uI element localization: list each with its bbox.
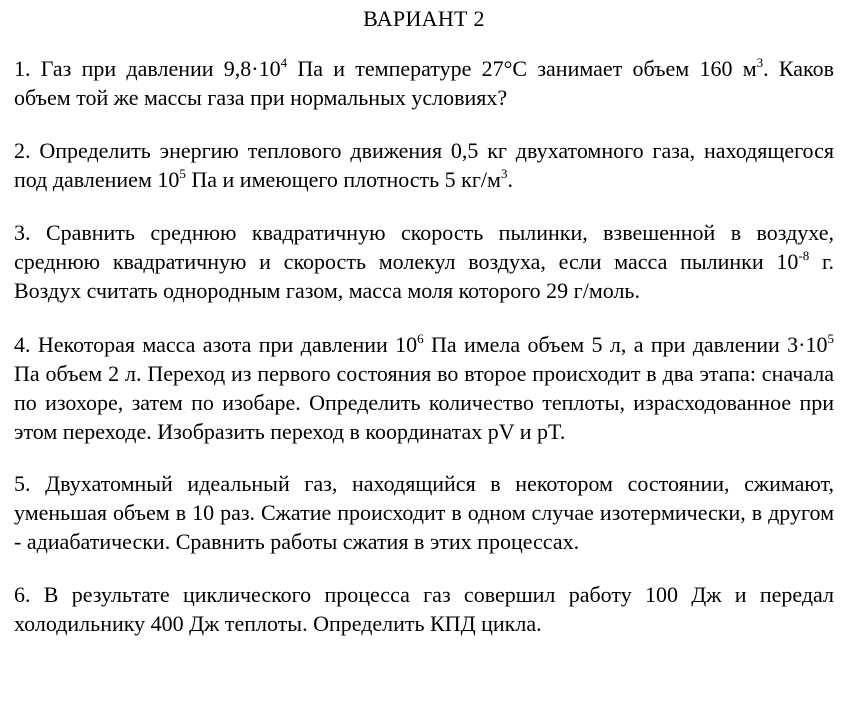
problem-3 bbox=[14, 218, 834, 305]
problem-2-text-a: 2. Определить энергию теплового движения 0,5 кг двухатомного газа, находящегося под давлением 10 bbox=[14, 138, 834, 192]
problem-1-exponent: 4 bbox=[280, 54, 288, 70]
problem-4-text-a: 4. Некоторая масса азота при давлении 10 bbox=[14, 332, 418, 357]
problem-1-text-c: . Каков объем той же массы газа при нормальных условиях? bbox=[14, 56, 834, 110]
problem-2 bbox=[14, 136, 834, 194]
problem-6: 6. В результате циклического процесса газ совершил работу 100 Дж и передал холодильнику 400 Дж теплоты. Определить КПД цикла. bbox=[14, 582, 834, 636]
problem-4-text-c: Па объем 2 л. Переход из первого состояния во второе происходит в два этапа: сначала по изохоре, затем по изобаре. Определить количество теплоты, израсходованное при этом переходе. Изобразить переход в координатах pV и pT. bbox=[14, 361, 834, 444]
problem-2-text-c: . bbox=[507, 167, 513, 192]
problem-1-text-a: 1. Газ при давлении 9,8·10 bbox=[14, 56, 281, 81]
problem-2-text-b: Па и имеющего плотность 5 кг/м bbox=[185, 167, 501, 192]
problem-4-exponent-2: 5 bbox=[827, 330, 834, 346]
problem-4 bbox=[14, 330, 834, 446]
variant-title: ВАРИАНТ 2 bbox=[363, 6, 485, 31]
problem-1-exponent-2: 3 bbox=[756, 54, 764, 70]
problem-1-text-b: Па и температуре 27°С занимает объем 160 м bbox=[287, 56, 757, 81]
problem-2-exponent: 5 bbox=[179, 165, 186, 181]
problem-3-exponent: -8 bbox=[798, 247, 810, 263]
problem-2-exponent-2: 3 bbox=[500, 165, 508, 181]
problem-4-exponent: 6 bbox=[417, 330, 424, 346]
problem-4-text-b: Па имела объем 5 л, а при давлении 3·10 bbox=[423, 332, 828, 357]
problem-3-text-a: 3. Сравнить среднюю квадратичную скорость пылинки, взвешенной в воздухе, среднюю квадратичную и скорость молекул воздуха, если масса пылинки 10 bbox=[14, 220, 834, 274]
problem-3-text-b: г. Воздух считать однородным газом, масса моля которого 29 г/моль. bbox=[14, 249, 834, 303]
problem-1 bbox=[14, 54, 834, 112]
problem-5: 5. Двухатомный идеальный газ, находящийся в некотором состоянии, сжимают, уменьшая объем в 10 раз. Сжатие происходит в одном случае изотермически, в другом - адиабатически. Сравнить работы сжатия в этих процессах. bbox=[14, 471, 834, 554]
